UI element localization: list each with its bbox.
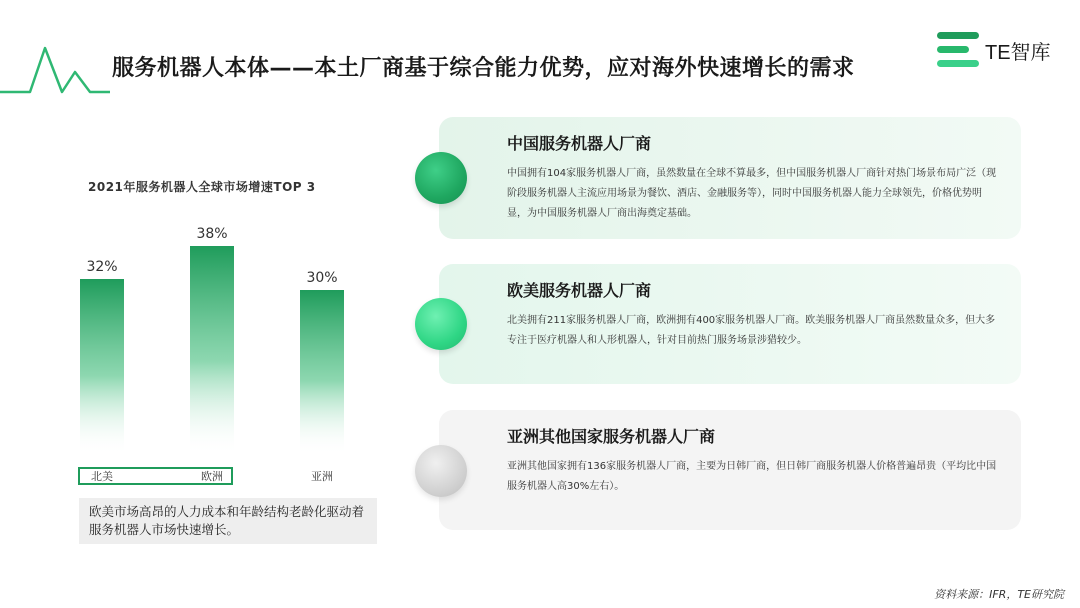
- gray-circle-icon: [415, 445, 467, 497]
- category-label: 北美: [91, 470, 113, 483]
- light-green-circle-icon: [415, 298, 467, 350]
- card-body: 北美拥有211家服务机器人厂商，欧洲拥有400家服务机器人厂商。欧美服务机器人厂商虽然数量众多，但大多专注于医疗机器人和人形机器人，针对目前热门服务场景涉猎较少。: [507, 315, 996, 346]
- bar-value-label: 30%: [306, 270, 338, 286]
- card-heading: 亚洲其他国家服务机器人厂商: [507, 427, 716, 446]
- green-circle-icon: [415, 152, 467, 204]
- logo: [937, 32, 1051, 68]
- source-note: 资料来源：IFR，TE研究院: [934, 588, 1064, 601]
- logo-text: TE智库: [985, 41, 1051, 64]
- bar-2: [300, 290, 344, 455]
- card-heading: 中国服务机器人厂商: [507, 134, 652, 153]
- bar-chart: [0, 200, 400, 490]
- card-other-asia: [439, 410, 1021, 530]
- card-body: 中国拥有104家服务机器人厂商，虽然数量在全球不算最多，但中国服务机器人厂商针对热门场景布局广泛（现阶段服务机器人主流应用场景为餐饮、酒店、金融服务等），同时中国服务机器人能力全球领先，价格优势明显，为中国服务机器人厂商出海奠定基础。: [507, 168, 997, 219]
- chart-note: 欧美市场高昂的人力成本和年龄结构老龄化驱动着服务机器人市场快速增长。: [79, 498, 377, 544]
- chart-title: 2021年服务机器人全球市场增速TOP 3: [88, 180, 316, 194]
- category-label: 欧洲: [201, 470, 223, 483]
- logo-mark-icon: [937, 32, 979, 68]
- card-china: [439, 117, 1021, 239]
- category-label: 亚洲: [311, 470, 333, 483]
- card-body: 亚洲其他国家拥有136家服务机器人厂商，主要为日韩厂商，但日韩厂商服务机器人价格普遍昂贵（平均比中国服务机器人高30%左右）。: [507, 461, 997, 492]
- bar-1: [190, 246, 234, 455]
- bar-value-label: 38%: [196, 226, 228, 242]
- card-heading: 欧美服务机器人厂商: [507, 281, 652, 300]
- card-europe-america: [439, 264, 1021, 384]
- category-highlight-box: [78, 467, 233, 485]
- page-title: 服务机器人本体——本土厂商基于综合能力优势，应对海外快速增长的需求: [112, 56, 855, 81]
- bar-0: [80, 279, 124, 455]
- header-pulse-line: [0, 0, 110, 100]
- bar-value-label: 32%: [86, 259, 118, 275]
